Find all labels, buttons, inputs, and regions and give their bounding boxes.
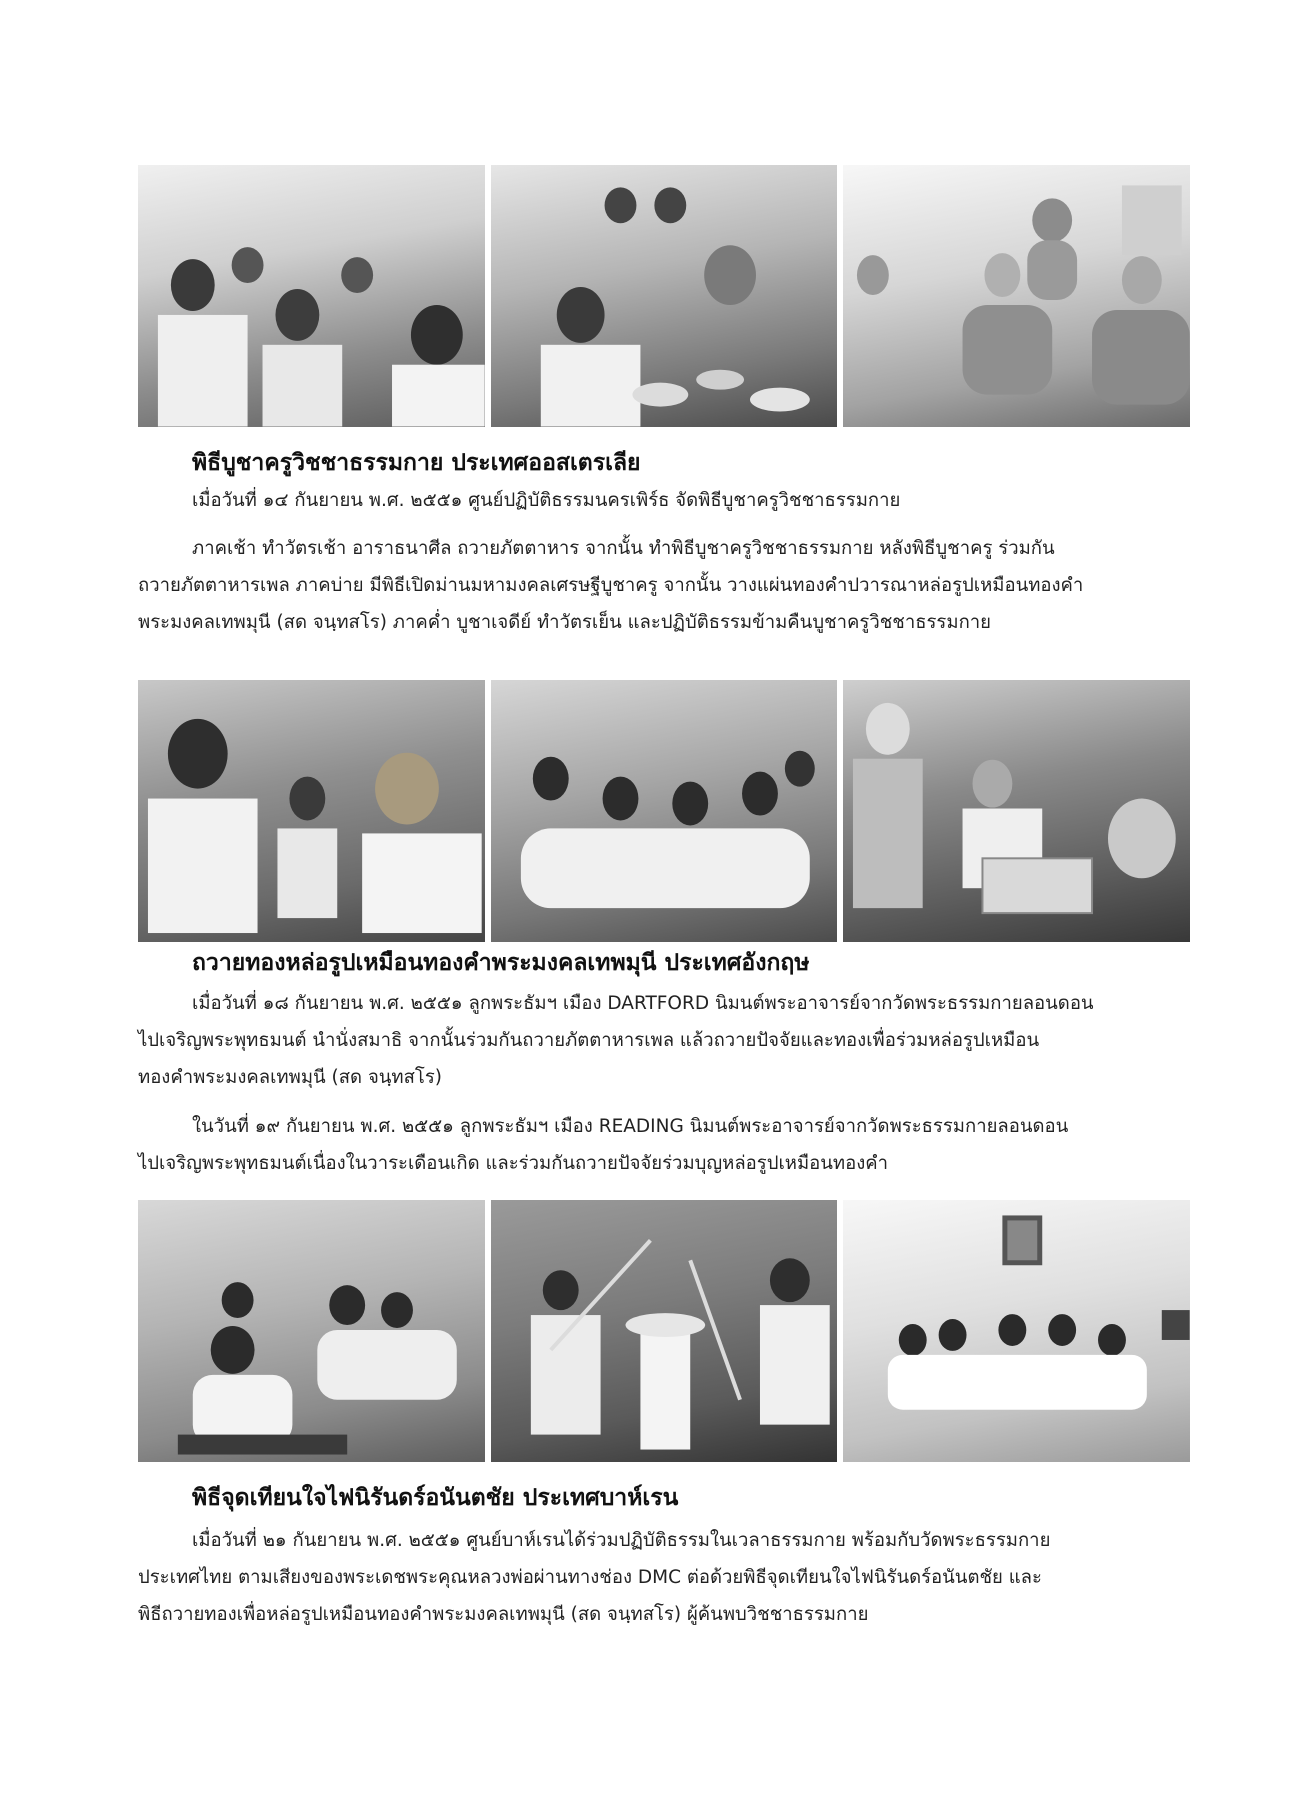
- photo-candle-lighting: [491, 1200, 838, 1462]
- photo-row-2: [138, 680, 1190, 942]
- paragraph-line: ประเทศไทย ตามเสียงของพระเดชพระคุณหลวงพ่อผ่านทางช่อง DMC ต่อด้วยพิธีจุดเทียนใจไฟนิรันดร์อนันตชัย และ: [138, 1567, 1042, 1588]
- offering-table-icon: [491, 165, 838, 427]
- paragraph-line: เมื่อวันที่ ๑๔ กันยายน พ.ศ. ๒๕๕๑ ศูนย์ปฏิบัติธรรมนครเพิร์ธ จัดพิธีบูชาครูวิชชาธรรมกาย: [192, 490, 901, 511]
- buddha-statue-icon: [843, 165, 1190, 427]
- paragraph-bahrain: [138, 1522, 1190, 1633]
- paragraph-australia-detail: [138, 530, 1190, 641]
- photo-group-prayer: [491, 680, 838, 942]
- paragraph-line: ในวันที่ ๑๙ กันยายน พ.ศ. ๒๕๕๑ ลูกพระธัมฯ เมือง READING นิมนต์พระอาจารย์จากวัดพระธรรมกายลอนดอน: [192, 1116, 1069, 1137]
- paragraph-line: ภาคเช้า ทำวัตรเช้า อาราธนาศีล ถวายภัตตาหาร จากนั้น ทำพิธีบูชาครูวิชชาธรรมกาย หลังพิธีบูชาครู ร่วมกัน: [192, 538, 1055, 559]
- paragraph-line: พระมงคลเทพมุนี (สด จนฺทสโร) ภาคค่ำ บูชาเจดีย์ ทำวัตรเย็น และปฏิบัติธรรมข้ามคืนบูชาครูวิชชาธรรมกาย: [138, 612, 991, 633]
- photo-row-3: [138, 1200, 1190, 1462]
- paragraph-line: ไปเจริญพระพุทธมนต์เนื่องในวาระเดือนเกิด และร่วมกันถวายปัจจัยร่วมบุญหล่อรูปเหมือนทองคำ: [138, 1153, 889, 1174]
- section-heading-england: ถวายทองหล่อรูปเหมือนทองคำพระมงคลเทพมุนี ประเทศอังกฤษ: [192, 949, 810, 976]
- photo-food-offering: [491, 165, 838, 427]
- paragraph-england-reading: [138, 1108, 1190, 1182]
- paragraph-line: ไปเจริญพระพุทธมนต์ นำนั่งสมาธิ จากนั้นร่วมกันถวายภัตตาหารเพล แล้วถวายปัจจัยและทองเพื่อร่วมหล่อรูปเหมือน: [138, 1030, 1040, 1051]
- photo-gold-offering: [843, 680, 1190, 942]
- paragraph-line: พิธีถวายทองเพื่อหล่อรูปเหมือนทองคำพระมงคลเทพมุนี (สด จนฺทสโร) ผู้ค้นพบวิชชาธรรมกาย: [138, 1604, 869, 1625]
- people-sitting-icon: [138, 165, 485, 427]
- section-heading-australia: พิธีบูชาครูวิชชาธรรมกาย ประเทศออสเตรเลีย: [192, 449, 641, 476]
- people-sitting-icon: [138, 1200, 485, 1462]
- people-sitting-icon: [138, 680, 485, 942]
- candle-icon: [491, 1200, 838, 1462]
- photo-row-1: [138, 165, 1190, 427]
- photo-shrine-group: [843, 1200, 1190, 1462]
- portrait-frame-icon: [843, 1200, 1190, 1462]
- photo-women-meditating: [138, 680, 485, 942]
- offering-box-icon: [843, 680, 1190, 942]
- paragraph-line: ถวายภัตตาหารเพล ภาคบ่าย มีพิธีเปิดม่านมหามงคลเศรษฐีบูชาครู จากนั้น วางแผ่นทองคำปวารณาหล่อรูปเหมือนทองคำ: [138, 575, 1084, 596]
- paragraph-line: ทองคำพระมงคลเทพมุนี (สด จนฺทสโร): [138, 1067, 443, 1088]
- paragraph-line: เมื่อวันที่ ๑๘ กันยายน พ.ศ. ๒๕๕๑ ลูกพระธัมฯ เมือง DARTFORD นิมนต์พระอาจารย์จากวัดพระธรรมกายลอนดอน: [192, 993, 1094, 1014]
- paragraph-line: เมื่อวันที่ ๒๑ กันยายน พ.ศ. ๒๕๕๑ ศูนย์บาห์เรนได้ร่วมปฏิบัติธรรมในเวลาธรรมกาย พร้อมกับวัดพระธรรมกาย: [192, 1530, 1051, 1551]
- section-heading-bahrain: พิธีจุดเทียนใจไฟนิรันดร์อนันตชัย ประเทศบาห์เรน: [192, 1484, 679, 1511]
- photo-monks-chanting: [843, 165, 1190, 427]
- photo-meditation-mats: [138, 1200, 485, 1462]
- paragraph-australia-date: [138, 482, 1190, 519]
- photo-meditation-group: [138, 165, 485, 427]
- group-prayer-icon: [491, 680, 838, 942]
- paragraph-england-dartford: [138, 985, 1190, 1096]
